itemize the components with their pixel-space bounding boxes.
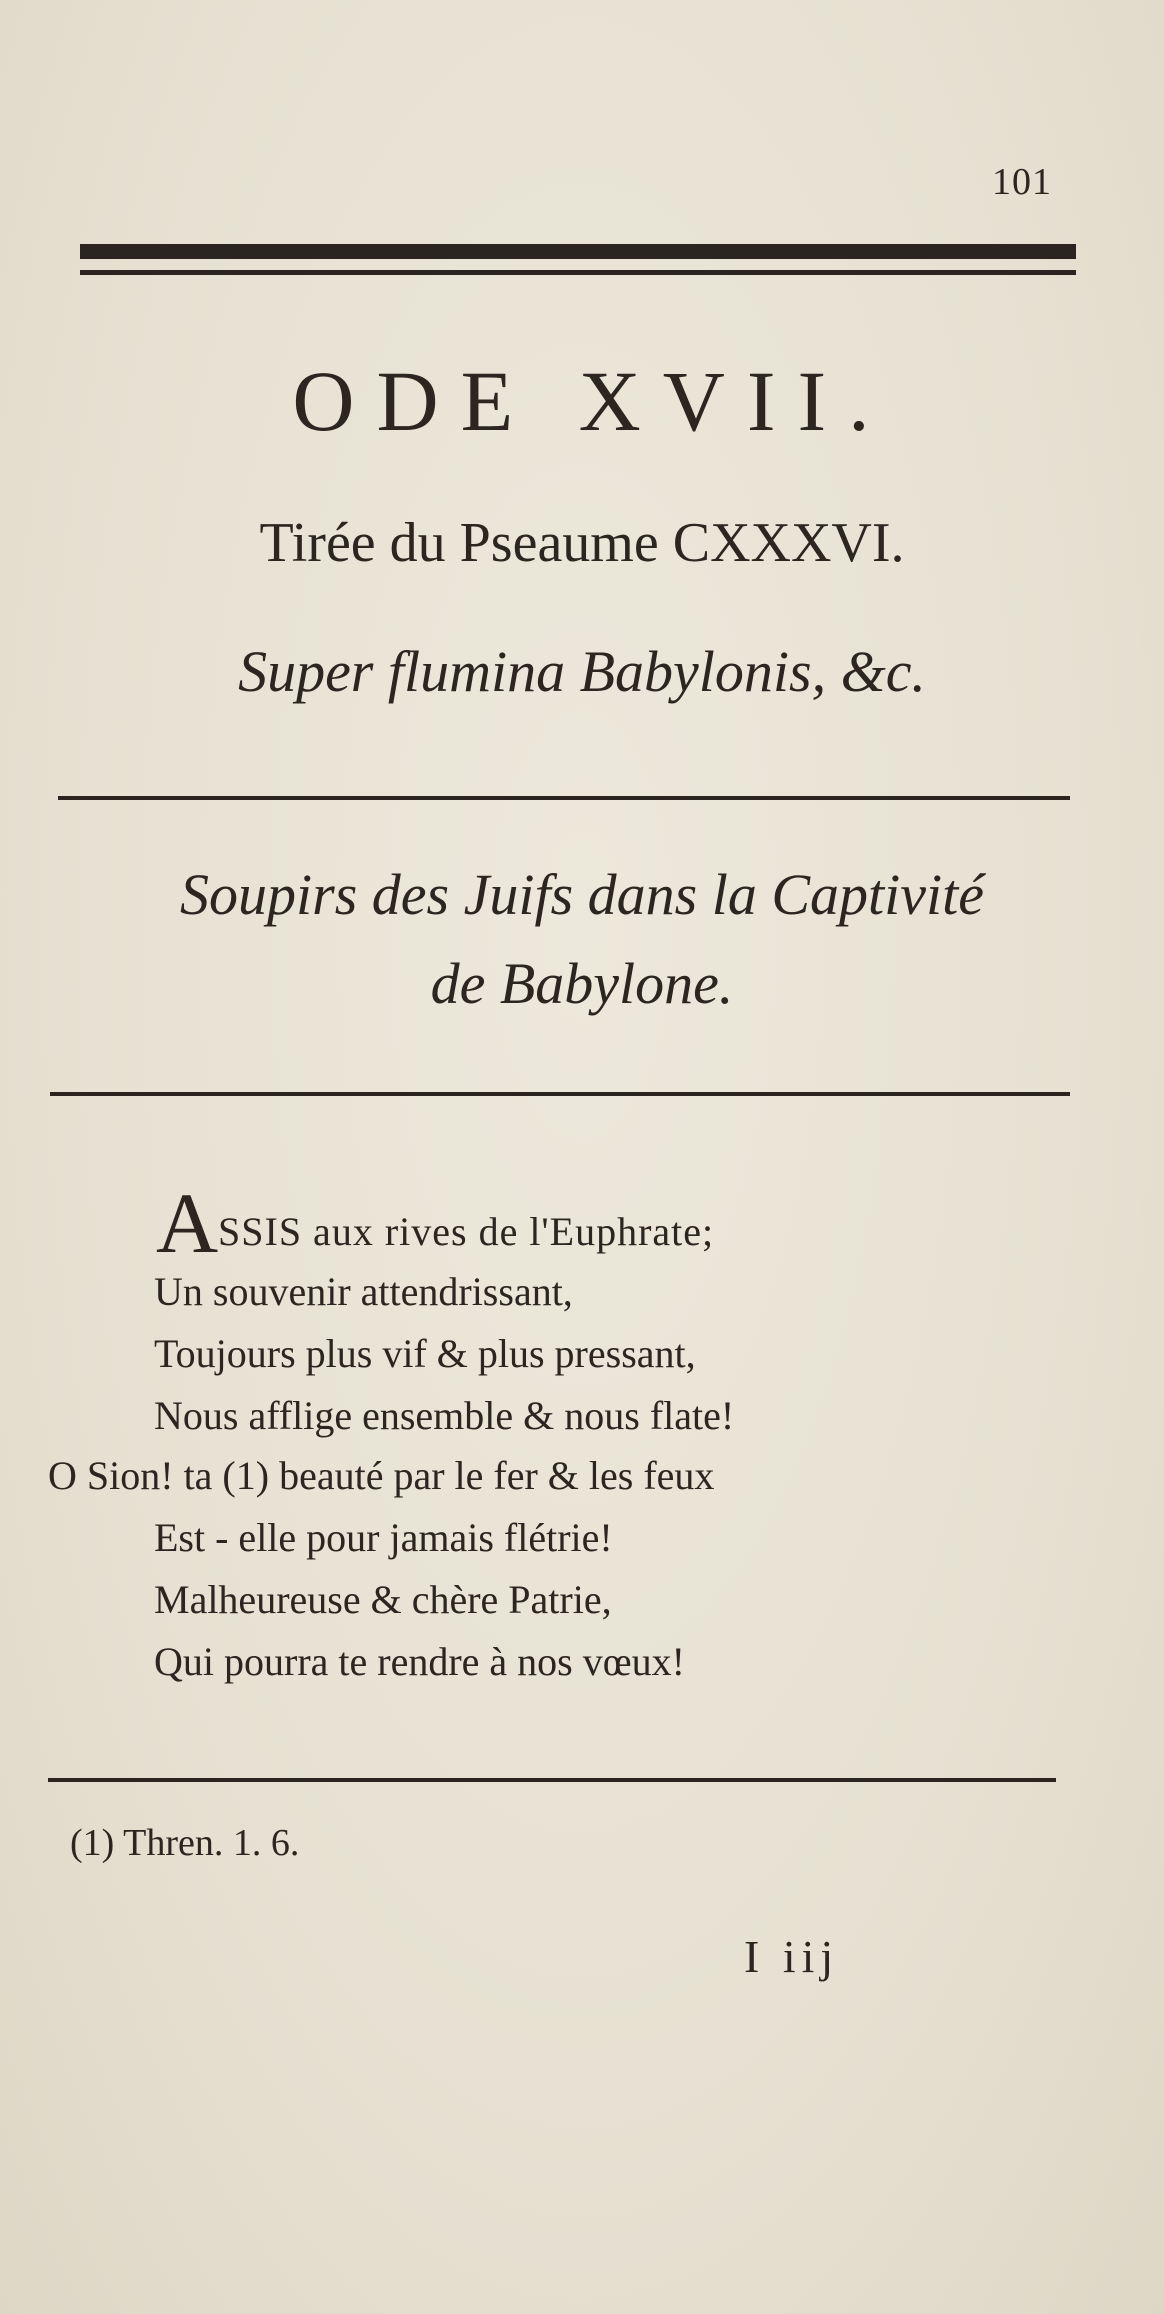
verse-line: SSIS aux rives de l'Euphrate;: [218, 1209, 715, 1254]
ode-title: ODE XVII.: [292, 353, 892, 449]
ode-subtitle: Tirée du Pseaume CXXXVI.: [259, 512, 905, 574]
latin-incipit: Super flumina Babylonis, &c.: [238, 639, 926, 704]
footnote: (1) Thren. 1. 6.: [70, 1822, 300, 1864]
verse-line: O Sion! ta (1) beauté par le fer & les feux: [48, 1453, 715, 1498]
page-number: 101: [992, 161, 1052, 203]
verse-line: Est - elle pour jamais flétrie!: [154, 1515, 613, 1560]
header-rule-thin: [80, 270, 1076, 275]
verse-line: Malheureuse & chère Patrie,: [154, 1577, 612, 1622]
verse-line: Qui pourra te rendre à nos vœux!: [154, 1639, 685, 1684]
verse-line: Toujours plus vif & plus pressant,: [154, 1331, 696, 1376]
footnote-rule: [48, 1778, 1056, 1782]
drop-cap: A: [156, 1175, 219, 1271]
poem-heading-line-2: de Babylone.: [430, 951, 734, 1016]
section-rule: [50, 1092, 1070, 1096]
verse-line: Un souvenir attendrissant,: [154, 1269, 573, 1314]
verse-line: Nous afflige ensemble & nous flate!: [154, 1393, 735, 1438]
poem-heading-line-1: Soupirs des Juifs dans la Captivité: [180, 862, 984, 927]
signature-mark: I iij: [744, 1931, 840, 1982]
header-rule-thick: [80, 244, 1076, 259]
section-rule: [58, 796, 1070, 800]
